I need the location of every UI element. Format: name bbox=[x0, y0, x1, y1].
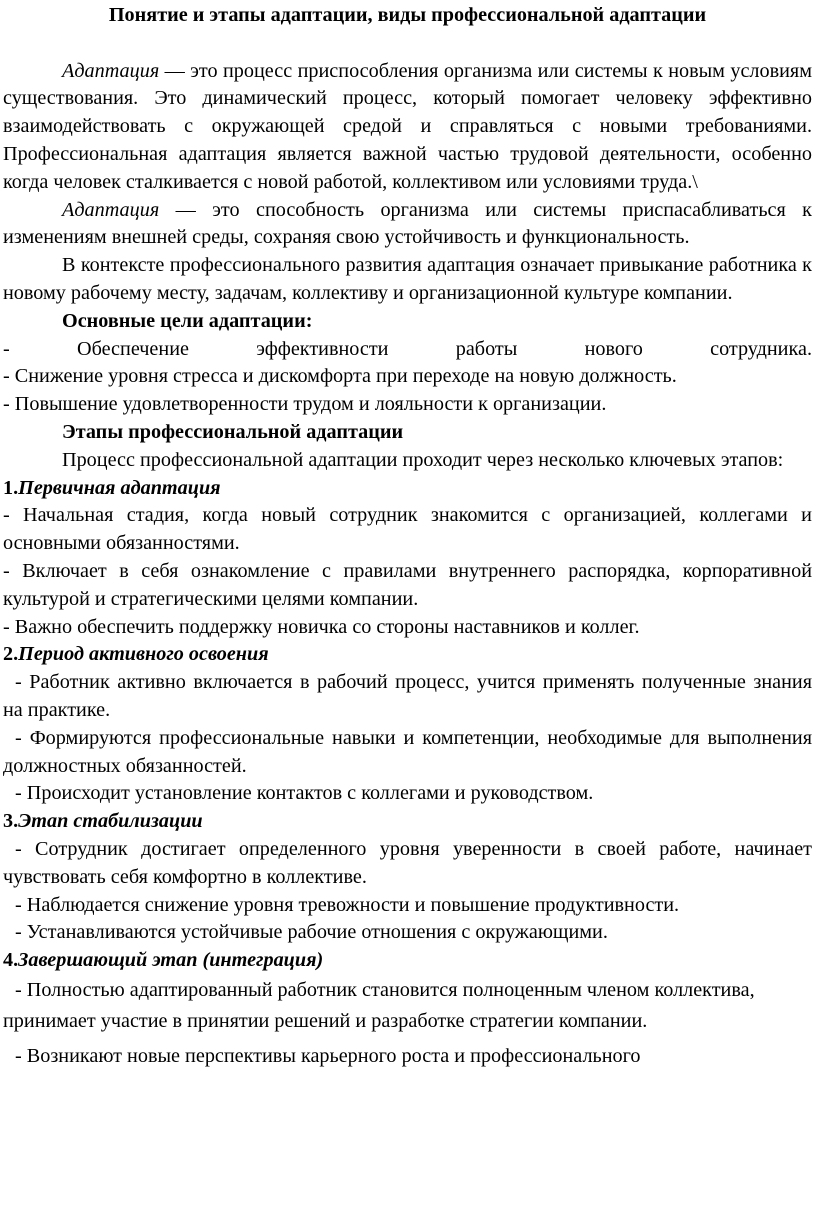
stage-number: 1. bbox=[3, 476, 19, 499]
stage-name: Этап стабилизации bbox=[18, 810, 203, 833]
stage-item: - Сотрудник достигает определенного уровня уверенности в своей работе, начинает чувствовать себя комфортно в коллективе. bbox=[3, 837, 812, 888]
definition-text-2: — это способность организма или системы приспасабливаться к изменениям внешней среды, сохраняя свою устойчивость и функциональность. bbox=[3, 198, 812, 249]
term-adaptation: Адаптация bbox=[62, 59, 160, 82]
stage-name: Первичная адаптация bbox=[18, 476, 221, 499]
stage-name: Период активного освоения bbox=[18, 643, 269, 666]
stages-intro: Процесс профессиональной адаптации проходит через несколько ключевых этапов: bbox=[62, 448, 784, 471]
stage-number: 3. bbox=[3, 810, 19, 833]
stage-number: 4. bbox=[3, 949, 19, 972]
stage-number: 2. bbox=[3, 643, 19, 666]
stage-item: - Возникают новые перспективы карьерного роста и профессионального bbox=[15, 1044, 641, 1067]
stage-item: - Полностью адаптированный работник становится полноценным членом коллектива, принимает участие в принятии решений и разработке стратегии компании. bbox=[3, 978, 755, 1032]
goal-item: - Повышение удовлетворенности трудом и лояльности к организации. bbox=[3, 393, 607, 416]
stage-item: - Наблюдается снижение уровня тревожности и повышение продуктивности. bbox=[15, 893, 680, 916]
context-paragraph: В контексте профессионального развития адаптация означает привыкание работника к новому рабочему месту, задачам, коллективу и организационной культуре компании. bbox=[3, 254, 812, 304]
stage-heading bbox=[3, 475, 812, 503]
stage-item: - Формируются профессиональные навыки и компетенции, необходимые для выполнения должностных обязанностей. bbox=[3, 726, 812, 777]
definition-paragraph-2 bbox=[3, 197, 812, 253]
stage-heading bbox=[3, 947, 812, 975]
stage-item: - Работник активно включается в рабочий процесс, учится применять полученные знания на практике. bbox=[3, 671, 812, 721]
stage-name: Завершающий этап (интеграция) bbox=[18, 949, 324, 972]
goals-heading: Основные цели адаптации: bbox=[62, 309, 313, 332]
term-adaptation-2: Адаптация bbox=[62, 198, 160, 221]
stage-heading bbox=[3, 808, 812, 836]
stage-item: - Происходит установление контактов с коллегами и руководством. bbox=[15, 782, 594, 805]
stage-item: - Включает в себя ознакомление с правилами внутреннего распорядка, корпоративной культурой и стратегическими целями компании. bbox=[3, 559, 812, 610]
stage-heading bbox=[3, 641, 812, 669]
definition-text-1: — это процесс приспособления организма или системы к новым условиям существования. Это динамический процесс, который помогает человеку эффективно взаимодействовать с окружающей средой и справляться с новыми требованиями. Профессиональная адаптация является важной частью трудовой деятельности, особенно когда человек сталкивается с новой работой, коллективом или условиями труда.\ bbox=[3, 59, 812, 193]
spacer bbox=[3, 30, 812, 58]
goal-item: - Снижение уровня стресса и дискомфорта при переходе на новую должность. bbox=[3, 365, 677, 388]
definition-paragraph-1 bbox=[3, 58, 812, 197]
stages-heading: Этапы профессиональной адаптации bbox=[62, 420, 404, 443]
stage-item: - Устанавливаются устойчивые рабочие отношения с окружающими. bbox=[15, 921, 608, 944]
stage-item: - Начальная стадия, когда новый сотрудник знакомится с организацией, коллегами и основными обязанностями. bbox=[3, 504, 812, 555]
goal-item: - Обеспечение эффективности работы нового сотрудника. bbox=[3, 337, 812, 360]
document-title: Понятие и этапы адаптации, виды профессиональной адаптации bbox=[108, 4, 707, 26]
stage-item: - Важно обеспечить поддержку новичка со стороны наставников и коллег. bbox=[3, 615, 640, 638]
